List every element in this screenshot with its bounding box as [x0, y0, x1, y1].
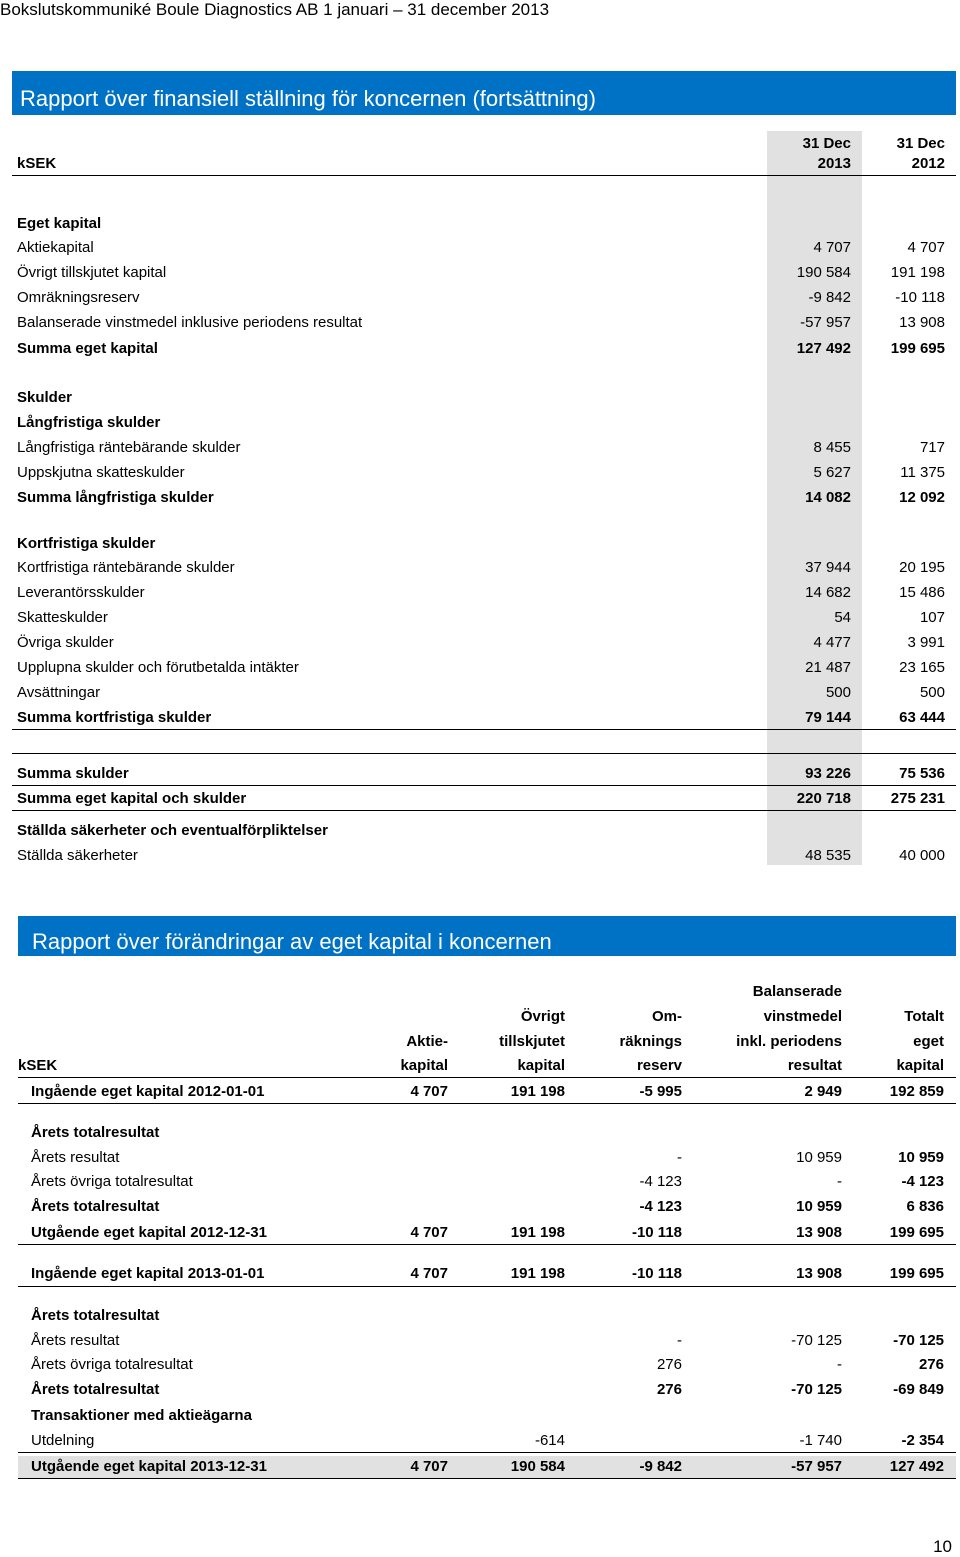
row-label: Årets totalresultat [31, 1124, 160, 1141]
balance-row [17, 462, 956, 484]
row-label: Ställda säkerheter och eventualförpliktelser [17, 822, 328, 839]
equity-rule [18, 1244, 956, 1245]
row-value-2013: 54 [834, 609, 851, 626]
row-value-2012: 20 195 [899, 559, 945, 576]
equity-row [31, 1305, 956, 1327]
row-value-e: -69 849 [893, 1381, 944, 1398]
balance-row [17, 237, 956, 259]
balance-row [17, 788, 956, 810]
balance-row [17, 487, 956, 509]
col-2012-line1: 31 Dec [896, 135, 945, 152]
header-rule [12, 175, 956, 176]
row-value-b: 191 198 [510, 1265, 565, 1282]
row-value-2012: 15 486 [899, 584, 945, 601]
row-label: Skatteskulder [17, 609, 108, 626]
equity-row [31, 1330, 956, 1352]
row-value-d: -1 740 [799, 1432, 842, 1449]
equity-header-cell: tillskjutet [499, 1033, 565, 1050]
equity-header-cell: vinstmedel [763, 1008, 842, 1025]
row-value-e: 10 959 [898, 1149, 944, 1166]
row-value-d: 13 908 [796, 1265, 842, 1282]
row-value-c: 276 [656, 1381, 682, 1398]
equity-header-cell: kapital [517, 1057, 565, 1074]
balance-row [17, 557, 956, 579]
row-value-2012: 717 [919, 439, 945, 456]
row-value-2012: 12 092 [899, 489, 945, 506]
row-label: Summa långfristiga skulder [17, 489, 214, 506]
row-value-2012: 191 198 [890, 264, 945, 281]
row-value-d: 2 949 [804, 1083, 842, 1100]
row-label: Ingående eget kapital 2013-01-01 [31, 1265, 265, 1282]
row-value-2013: 127 492 [796, 340, 851, 357]
row-value-2012: 3 991 [907, 634, 945, 651]
balance-col-headers-2 [17, 153, 956, 175]
equity-row [31, 1122, 956, 1144]
equity-header-line [31, 981, 956, 1003]
row-label: Kortfristiga skulder [17, 535, 156, 552]
row-value-d: -70 125 [791, 1381, 842, 1398]
row-label: Ingående eget kapital 2012-01-01 [31, 1083, 265, 1100]
row-label: Omräkningsreserv [17, 289, 140, 306]
row-value-c: -5 995 [639, 1083, 682, 1100]
balance-row [17, 312, 956, 334]
rule-short-liab [12, 729, 956, 730]
row-value-2013: 5 627 [813, 464, 851, 481]
row-value-2013: 79 144 [805, 709, 851, 726]
equity-header-cell: resultat [787, 1057, 842, 1074]
equity-rule [18, 1286, 956, 1287]
row-value-e: -2 354 [901, 1432, 944, 1449]
equity-rule [18, 1452, 956, 1453]
balance-row [17, 412, 956, 434]
row-value-d: 10 959 [796, 1198, 842, 1215]
row-value-2013: 220 718 [796, 790, 851, 807]
document-header: Bokslutskommuniké Boule Diagnostics AB 1 januari – 31 december 2013 [0, 0, 550, 19]
row-value-e: 199 695 [889, 1224, 944, 1241]
equity-row [31, 1379, 956, 1401]
page-number: 10 [933, 1537, 952, 1556]
row-value-2012: 63 444 [899, 709, 945, 726]
row-label: Leverantörsskulder [17, 584, 145, 601]
col-2013-line2: 2013 [817, 155, 851, 172]
rule-before-total [12, 753, 956, 754]
balance-col-headers [17, 133, 956, 155]
row-value-c: - [677, 1332, 682, 1349]
row-value-2012: 75 536 [899, 765, 945, 782]
row-value-d: -70 125 [791, 1332, 842, 1349]
row-label: Utgående eget kapital 2012-12-31 [31, 1224, 267, 1241]
balance-row [17, 845, 956, 867]
col-2012-line2: 2012 [911, 155, 945, 172]
row-label: Uppskjutna skatteskulder [17, 464, 185, 481]
equity-rule [18, 1478, 956, 1479]
equity-row [31, 1354, 956, 1376]
equity-row [31, 1147, 956, 1169]
balance-row [17, 262, 956, 284]
row-value-d: - [837, 1173, 842, 1190]
balance-row [17, 763, 956, 785]
row-label: Årets övriga totalresultat [31, 1356, 193, 1373]
row-value-c: -10 118 [631, 1265, 682, 1282]
balance-row [17, 657, 956, 679]
row-value-e: 127 492 [889, 1458, 944, 1475]
equity-header-line [31, 1006, 956, 1028]
row-value-2013: 14 682 [805, 584, 851, 601]
equity-header-line [31, 1031, 956, 1053]
row-label: Årets totalresultat [31, 1198, 160, 1215]
row-value-2012: -10 118 [895, 289, 945, 306]
row-value-2013: 4 707 [813, 239, 851, 256]
row-value-2012: 107 [919, 609, 945, 626]
row-value-2012: 4 707 [907, 239, 945, 256]
equity-header-cell: kapital [400, 1057, 448, 1074]
row-value-b: 191 198 [510, 1224, 565, 1241]
balance-row [17, 387, 956, 409]
row-value-d: - [837, 1356, 842, 1373]
row-label: Transaktioner med aktieägarna [31, 1407, 252, 1424]
row-label: Eget kapital [17, 215, 102, 232]
row-label: Årets övriga totalresultat [31, 1173, 193, 1190]
row-value-2012: 500 [919, 684, 945, 701]
row-value-e: -4 123 [901, 1173, 944, 1190]
row-value-a: 4 707 [410, 1224, 448, 1241]
row-value-2013: 37 944 [805, 559, 851, 576]
row-value-c: - [677, 1149, 682, 1166]
row-value-2013: -9 842 [808, 289, 851, 306]
row-label: Ställda säkerheter [17, 847, 138, 864]
row-value-c: -9 842 [639, 1458, 682, 1475]
row-value-e: -70 125 [893, 1332, 944, 1349]
row-value-c: -4 123 [639, 1173, 682, 1190]
row-label: Årets totalresultat [31, 1307, 160, 1324]
section-title-balance-sheet: Rapport över finansiell ställning för koncernen (fortsättning) [12, 71, 956, 115]
equity-header-cell: kapital [896, 1057, 944, 1074]
row-value-c: -4 123 [639, 1198, 682, 1215]
balance-row [17, 533, 956, 555]
balance-row [17, 682, 956, 704]
row-value-2012: 199 695 [890, 340, 945, 357]
equity-header-cell: inkl. periodens [736, 1033, 842, 1050]
row-label: Balanserade vinstmedel inklusive periodens resultat [17, 314, 363, 331]
row-value-c: 276 [656, 1356, 682, 1373]
balance-row [17, 437, 956, 459]
row-value-d: -57 957 [791, 1458, 842, 1475]
equity-row [31, 1405, 956, 1427]
row-label: Summa skulder [17, 765, 129, 782]
row-label: Årets totalresultat [31, 1381, 160, 1398]
row-value-2013: -57 957 [800, 314, 851, 331]
row-label: Övrigt tillskjutet kapital [17, 264, 167, 281]
row-value-b: 191 198 [510, 1083, 565, 1100]
balance-row [17, 820, 956, 842]
equity-row [31, 1222, 956, 1244]
row-value-2013: 21 487 [805, 659, 851, 676]
balance-row [17, 607, 956, 629]
row-value-2012: 13 908 [899, 314, 945, 331]
equity-header-cell: eget [913, 1033, 944, 1050]
equity-header-rule [18, 1077, 956, 1078]
row-value-2013: 14 082 [805, 489, 851, 506]
equity-row [31, 1171, 956, 1193]
equity-header-cell: Balanserade [752, 983, 842, 1000]
row-label: Årets resultat [31, 1332, 120, 1349]
row-value-2012: 275 231 [890, 790, 945, 807]
row-label: Långfristiga räntebärande skulder [17, 439, 241, 456]
row-value-d: 13 908 [796, 1224, 842, 1241]
row-value-2013: 48 535 [805, 847, 851, 864]
row-value-2013: 500 [825, 684, 851, 701]
section-title-equity-changes: Rapport över förändringar av eget kapital i koncernen [18, 916, 956, 956]
equity-header-cell: räknings [619, 1033, 682, 1050]
row-label: Kortfristiga räntebärande skulder [17, 559, 235, 576]
equity-row [31, 1430, 956, 1452]
equity-header-cell: Om- [652, 1008, 682, 1025]
rule-total-equity-liab [12, 810, 956, 811]
row-value-2013: 8 455 [813, 439, 851, 456]
equity-row [31, 1081, 956, 1103]
row-value-d: 10 959 [796, 1149, 842, 1166]
balance-row [17, 632, 956, 654]
equity-row [31, 1263, 956, 1285]
equity-row [31, 1456, 956, 1478]
row-value-b: 190 584 [510, 1458, 565, 1475]
row-label: Aktiekapital [17, 239, 94, 256]
row-value-e: 276 [918, 1356, 944, 1373]
equity-header-cell: Totalt [904, 1008, 944, 1025]
equity-header-cell: reserv [636, 1057, 682, 1074]
row-value-2012: 23 165 [899, 659, 945, 676]
row-value-e: 199 695 [889, 1265, 944, 1282]
row-value-a: 4 707 [410, 1458, 448, 1475]
row-label: Skulder [17, 389, 73, 406]
balance-row [17, 213, 956, 235]
row-value-2013: 93 226 [805, 765, 851, 782]
row-label: Summa eget kapital och skulder [17, 790, 247, 807]
row-value-e: 192 859 [889, 1083, 944, 1100]
row-value-2012: 40 000 [899, 847, 945, 864]
row-value-a: 4 707 [410, 1083, 448, 1100]
balance-row [17, 338, 956, 360]
row-value-b: -614 [534, 1432, 565, 1449]
balance-row [17, 287, 956, 309]
equity-row [31, 1196, 956, 1218]
rule-total-liab [12, 785, 956, 786]
equity-header-line [18, 1055, 956, 1077]
col-2013-line1: 31 Dec [802, 135, 851, 152]
row-label: Årets resultat [31, 1149, 120, 1166]
row-value-2013: 190 584 [796, 264, 851, 281]
row-label: Summa eget kapital [17, 340, 158, 357]
row-label: Utgående eget kapital 2013-12-31 [31, 1458, 267, 1475]
equity-header-cell: Aktie- [406, 1033, 448, 1050]
balance-row [17, 582, 956, 604]
row-label: Upplupna skulder och förutbetalda intäkter [17, 659, 299, 676]
row-value-a: 4 707 [410, 1265, 448, 1282]
unit-label: kSEK [17, 155, 57, 172]
row-label: Avsättningar [17, 684, 101, 701]
row-label: Utdelning [31, 1432, 95, 1449]
row-label: Övriga skulder [17, 634, 114, 651]
row-value-2012: 11 375 [900, 464, 945, 481]
row-value-c: -10 118 [631, 1224, 682, 1241]
unit-label: kSEK [18, 1057, 58, 1074]
row-label: Summa kortfristiga skulder [17, 709, 212, 726]
equity-header-cell: Övrigt [520, 1008, 565, 1025]
row-value-e: 6 836 [906, 1198, 944, 1215]
balance-row [17, 707, 956, 729]
row-label: Långfristiga skulder [17, 414, 161, 431]
row-value-2013: 4 477 [813, 634, 851, 651]
equity-rule [18, 1103, 956, 1104]
